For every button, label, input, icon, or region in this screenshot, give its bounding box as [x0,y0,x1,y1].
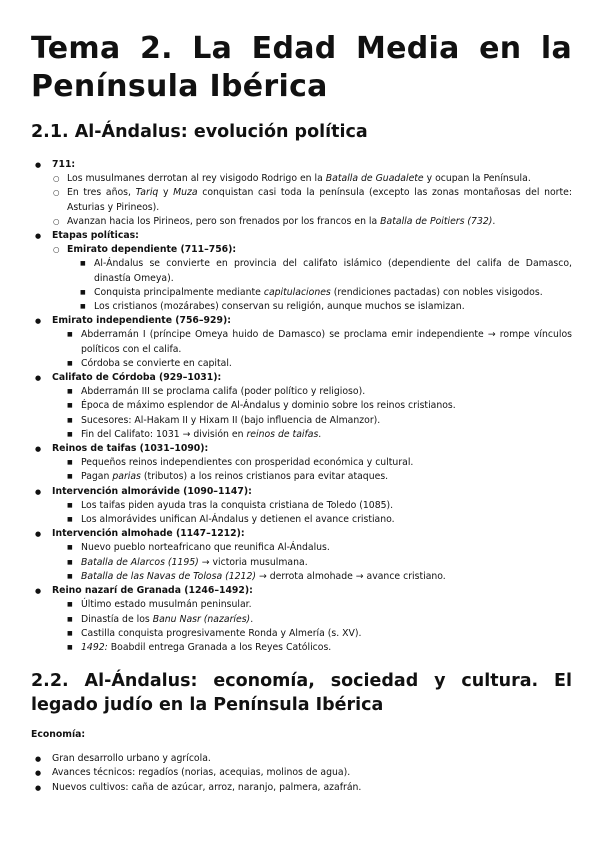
list-item-label: Emirato independiente (756–929): [52,315,231,327]
list-item: ■ Fin del Califato: 1031 → división en reinos de taifas. [67,428,572,442]
list-item [52,243,572,314]
list-item: ■ Sucesores: Al-Hakam II y Hixam II (bajo influencia de Almanzor). [67,414,572,428]
list-item [31,584,572,655]
section-heading-2-2: 2.2. Al-Ándalus: economía, sociedad y cultura. El legado judío en la Península Ibérica [31,671,572,716]
list-item-label: Intervención almohade (1147–1212): [52,528,245,540]
list-item: ■ Los cristianos (mozárabes) conservan su religión, aunque muchos se islamizan. [80,300,572,314]
list-item: ■ Los almorávides unifican Al-Ándalus y detienen el avance cristiano. [67,513,572,527]
list-item: ○ Avanzan hacia los Pirineos, pero son frenados por los francos en la Batalla de Poitiers (732). [52,215,572,229]
list-item: ■ Córdoba se convierte en capital. [67,357,572,371]
list-item: ■ Nuevo pueblo norteafricano que reunifica Al-Ándalus. [67,541,572,555]
list-item: ■ Época de máximo esplendor de Al-Ándalus y dominio sobre los reinos cristianos. [67,399,572,413]
list-item: ■ Batalla de las Navas de Tolosa (1212) → derrota almohade → avance cristiano. [67,570,572,584]
list-item [31,442,572,485]
list-item: ■ Abderramán III se proclama califa (poder político y religioso). [67,385,572,399]
page-title: Tema 2. La Edad Media en la Península Ibérica [31,31,572,104]
list-item: ■ Último estado musulmán peninsular. [67,598,572,612]
list-item: ○ Los musulmanes derrotan al rey visigodo Rodrigo en la Batalla de Guadalete y ocupan la Península. [52,172,572,186]
list-item-label: Intervención almorávide (1090–1147): [52,485,252,497]
list-item [31,485,572,528]
politics-list [31,158,572,655]
economy-list [31,752,572,795]
list-item-label: Califato de Córdoba (929–1031): [52,372,222,384]
list-item: ■ Conquista principalmente mediante capitulaciones (rendiciones pactadas) con nobles visigodos. [80,286,572,300]
list-item: ■ Abderramán I (príncipe Omeya huido de Damasco) se proclama emir independiente → rompe vínculos políticos con el califa. [67,328,572,356]
list-item-label: Reino nazarí de Granada (1246–1492): [52,585,253,597]
list-item: ● Nuevos cultivos: caña de azúcar, arroz, naranjo, palmera, azafrán. [31,781,572,795]
list-item-label: Etapas políticas: [52,230,139,242]
list-item: ■ Dinastía de los Banu Nasr (nazaríes). [67,613,572,627]
section-heading-2-1: 2.1. Al-Ándalus: evolución política [31,122,368,142]
list-item: ■ Pequeños reinos independientes con prosperidad económica y cultural. [67,456,572,470]
list-item [31,527,572,584]
list-item: ● Gran desarrollo urbano y agrícola. [31,752,572,766]
list-item-label: 711: [52,159,76,170]
list-item: ○ En tres años, Tariq y Muza conquistan casi toda la península (excepto las zonas montañosas del norte: Asturias y Pirineos). [52,186,572,214]
list-item: ■ Al-Ándalus se convierte en provincia del califato islámico (dependiente del califa de Damasco, dinastía Omeya). [80,257,572,285]
list-item: ■ 1492: Boabdil entrega Granada a los Reyes Católicos. [67,641,572,655]
list-item-label: Emirato dependiente (711–756): [67,244,237,256]
list-item-label: Reinos de taifas (1031–1090): [52,443,209,455]
list-item [31,371,572,442]
economy-label: Economía: [31,729,86,741]
list-item: ■ Castilla conquista progresivamente Ronda y Almería (s. XV). [67,627,572,641]
list-item: ■ Pagan parias (tributos) a los reinos cristianos para evitar ataques. [67,470,572,484]
list-item: ● Avances técnicos: regadíos (norias, acequias, molinos de agua). [31,766,572,780]
list-item [31,158,572,229]
list-item [31,229,572,314]
list-item: ■ Los taifas piden ayuda tras la conquista cristiana de Toledo (1085). [67,499,572,513]
list-item: ■ Batalla de Alarcos (1195) → victoria musulmana. [67,556,572,570]
list-item [31,314,572,371]
